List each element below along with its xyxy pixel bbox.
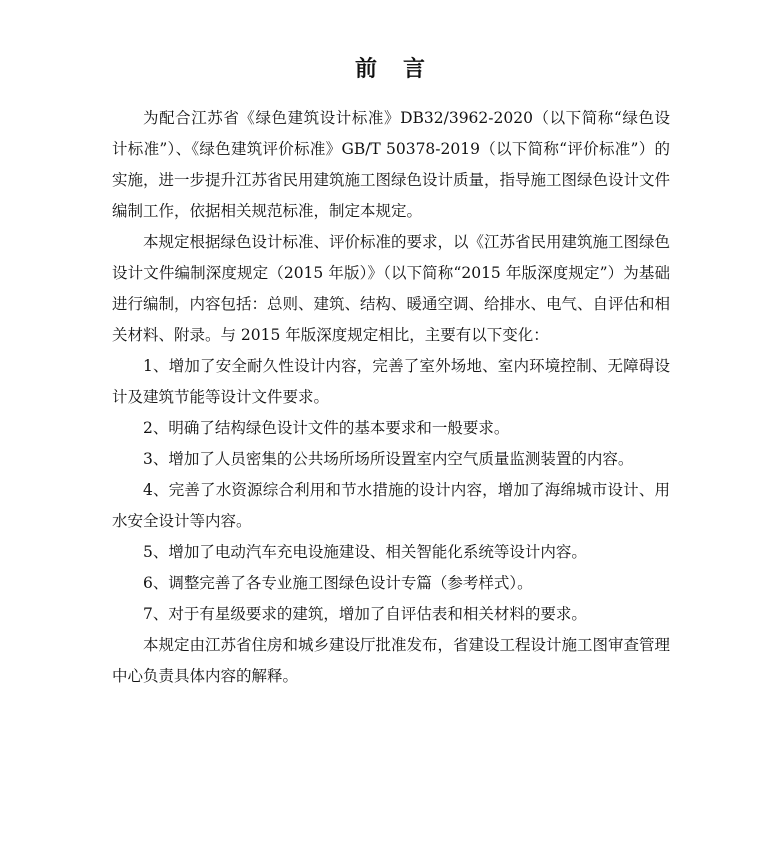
page-title: [0, 52, 780, 83]
page-title-char-1: 前: [354, 56, 377, 82]
paragraph-closing: 本规定由江苏省住房和城乡建设厅批准发布，省建设工程设计施工图审查管理中心负责具体内容的解释。: [112, 636, 671, 685]
list-item-change-6: 6、调整完善了各专业施工图绿色设计专篇（参考样式）。: [143, 574, 533, 592]
page-title-char-2: 言: [403, 56, 426, 82]
list-item-change-2: 2、明确了结构绿色设计文件的基本要求和一般要求。: [143, 419, 510, 437]
list-item-change-7: 7、对于有星级要求的建筑，增加了自评估表和相关材料的要求。: [143, 605, 587, 623]
list-item-change-4: 4、完善了水资源综合利用和节水措施的设计内容，增加了海绵城市设计、用水安全设计等内容。: [112, 481, 670, 530]
list-item-change-1: 1、增加了安全耐久性设计内容，完善了室外场地、室内环境控制、无障碍设计及建筑节能等设计文件要求。: [112, 357, 670, 406]
paragraph-intro: 为配合江苏省《绿色建筑设计标准》DB32/3962-2020（以下简称“绿色设计标准”）、《绿色建筑评价标准》GB/T 50378-2019（以下简称“评价标准”）的实施，进一步提升江苏省民用建筑施工图绿色设计质量，指导施工图绿色设计文件编制工作，依据相关规范标准，制定本规定。: [112, 109, 671, 220]
list-item-change-3: 3、增加了人员密集的公共场所场所设置室内空气质量监测装置的内容。: [143, 450, 634, 468]
preface-body: [112, 103, 670, 692]
paragraph-basis: 本规定根据绿色设计标准、评价标准的要求，以《江苏省民用建筑施工图绿色设计文件编制深度规定（2015 年版）》（以下简称“2015 年版深度规定”）为基础进行编制，内容包括：总则、建筑、结构、暖通空调、给排水、电气、自评估和相关材料、附录。与 2015 年版深度规定相比，主要有以下变化：: [112, 233, 671, 344]
list-item-change-5: 5、增加了电动汽车充电设施建设、相关智能化系统等设计内容。: [143, 543, 587, 561]
